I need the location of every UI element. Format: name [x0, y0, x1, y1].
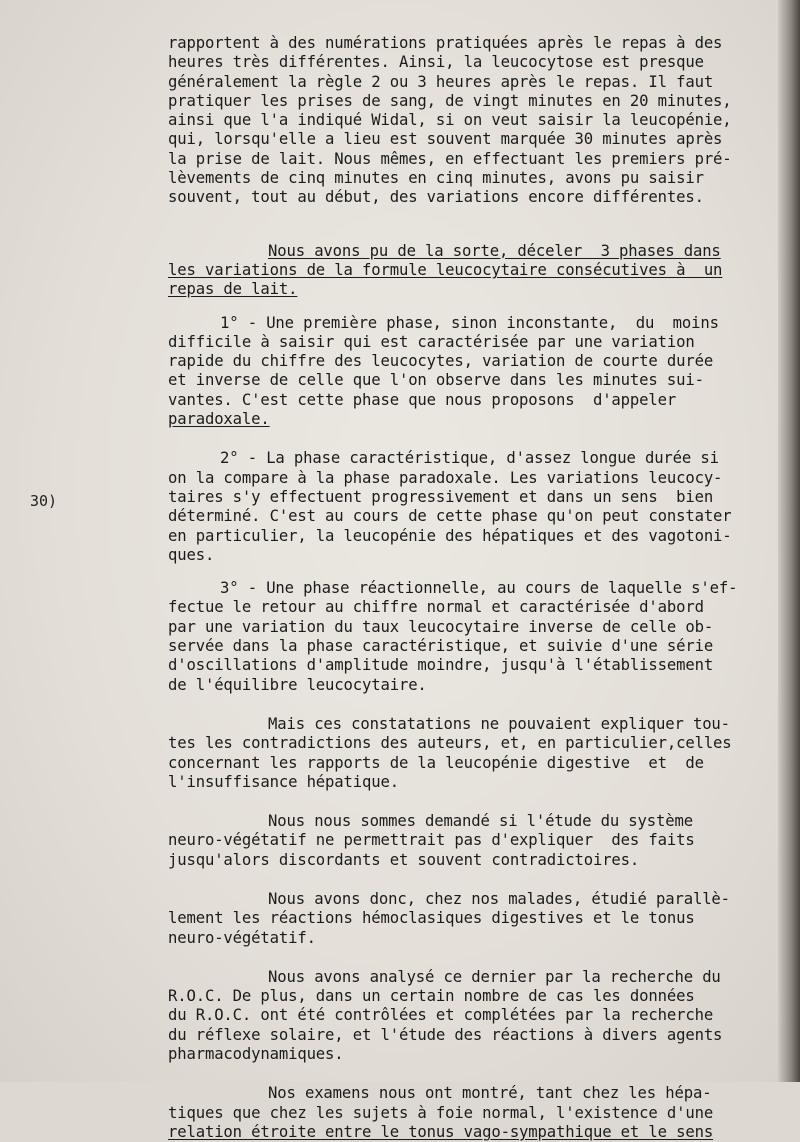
text-line: R.O.C. De plus, dans un certain nombre de cas les données: [168, 987, 695, 1006]
text-line: souvent, tout au début, des variations encore différentes.: [168, 188, 704, 207]
text-line: par une variation du taux leucocytaire inverse de celle ob-: [168, 617, 714, 636]
text-line: de l'équilibre leucocytaire.: [168, 675, 427, 694]
text-line: jusqu'alors discordants et souvent contradictoires.: [168, 850, 640, 869]
text-line: concernant les rapports de la leucopénie digestive et de: [168, 753, 704, 772]
text-line: 3° - Une phase réactionnelle, au cours de laquelle s'ef-: [220, 579, 738, 598]
text-line: fectue le retour au chiffre normal et caractérisée d'abord: [168, 598, 704, 617]
text-line: 1° - Une première phase, sinon inconstante, du moins: [220, 313, 719, 332]
text-line: difficile à saisir qui est caractérisée par une variation: [168, 332, 695, 351]
text-line: Nous nous sommes demandé si l'étude du système: [268, 812, 693, 831]
text-line: tiques que chez les sujets à foie normal, l'existence d'une: [168, 1103, 714, 1122]
text-line: l'insuffisance hépatique.: [168, 772, 399, 791]
text-line: en particulier, la leucopénie des hépatiques et des vagotoni-: [168, 526, 732, 545]
text-line: ainsi que l'a indiqué Widal, si on veut saisir la leucopénie,: [168, 111, 732, 130]
text-line: généralement la règle 2 ou 3 heures après le repas. Il faut: [168, 72, 714, 91]
text-line: déterminé. C'est au cours de cette phase qu'on peut constater: [168, 507, 732, 526]
text-line: rapide du chiffre des leucocytes, variation de courte durée: [168, 352, 714, 371]
heading-line: les variations de la formule leucocytaire consécutives à un: [168, 260, 723, 279]
text-line: Nous avons analysé ce dernier par la recherche du: [268, 967, 721, 986]
text-line: neuro-végétatif.: [168, 928, 316, 947]
text-line: on la compare à la phase paradoxale. Les variations leucocy-: [168, 468, 723, 487]
text-line: du R.O.C. ont été contrôlées et complétées par la recherche: [168, 1006, 714, 1025]
text-line: relation étroite entre le tonus vago-sympathique et le sens: [168, 1122, 714, 1141]
body-text: [168, 34, 768, 1142]
text-line: Nos examens nous ont montré, tant chez les hépa-: [268, 1084, 712, 1103]
text-line: vantes. C'est cette phase que nous proposons d'appeler: [168, 390, 677, 409]
text-line: Nous avons donc, chez nos malades, étudié parallè-: [268, 889, 730, 908]
text-line: qui, lorsqu'elle a lieu est souvent marquée 30 minutes après: [168, 130, 723, 149]
text-line: tes les contradictions des auteurs, et, en particulier,celles: [168, 734, 732, 753]
text-line: servée dans la phase caractéristique, et suivie d'une série: [168, 637, 714, 656]
text-line: taires s'y effectuent progressivement et dans un sens bien: [168, 487, 714, 506]
text-line: pharmacodynamiques.: [168, 1045, 344, 1064]
text-line: rapportent à des numérations pratiquées après le repas à des: [168, 34, 723, 52]
text-line: Mais ces constatations ne pouvaient expliquer tou-: [268, 714, 730, 733]
text-line: ques.: [168, 545, 215, 564]
text-line: la prise de lait. Nous mêmes, en effectuant les premiers pré-: [168, 149, 732, 168]
text-line: lement les réactions hémoclasiques digestives et le tonus: [168, 909, 695, 928]
text-line: d'oscillations d'amplitude moindre, jusqu'à l'établissement: [168, 656, 714, 675]
heading-line: repas de lait.: [168, 280, 298, 299]
text-line: pratiquer les prises de sang, de vingt minutes en 20 minutes,: [168, 91, 732, 110]
text-line: paradoxale.: [168, 410, 270, 429]
heading-line: Nous avons pu de la sorte, déceler 3 phases dans: [268, 241, 721, 260]
text-line: lèvements de cinq minutes en cinq minutes, avons pu saisir: [168, 169, 704, 188]
page-edge-shadow: [778, 0, 800, 1082]
text-line: neuro-végétatif ne permettrait pas d'expliquer des faits: [168, 831, 695, 850]
text-line: du réflexe solaire, et l'étude des réactions à divers agents: [168, 1025, 723, 1044]
text-line: 2° - La phase caractéristique, d'assez longue durée si: [220, 449, 719, 468]
margin-note: 30): [30, 492, 58, 510]
text-line: et inverse de celle que l'on observe dans les minutes sui-: [168, 371, 704, 390]
text-line: heures très différentes. Ainsi, la leucocytose est presque: [168, 53, 704, 72]
